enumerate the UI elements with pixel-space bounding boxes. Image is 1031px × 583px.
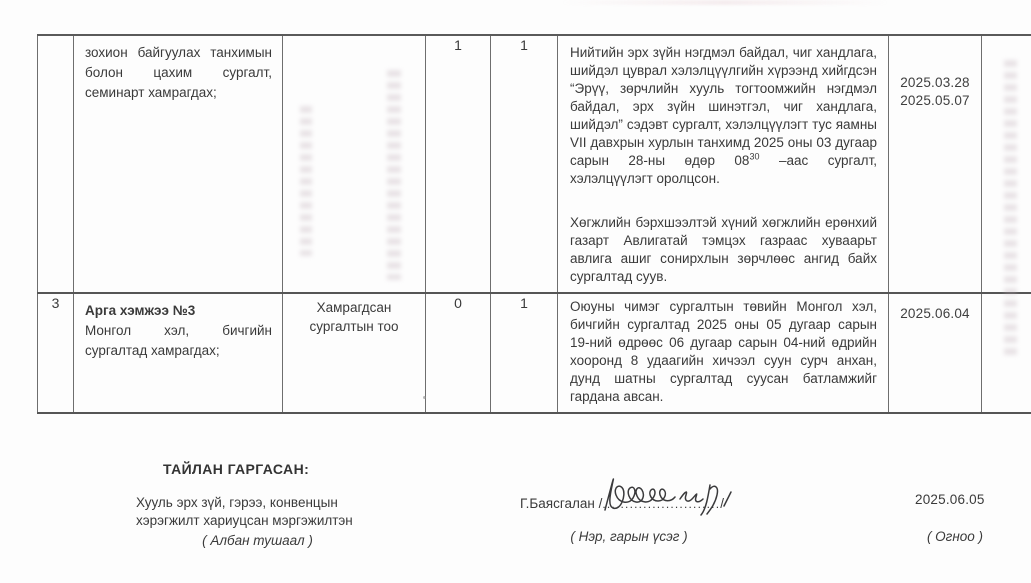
date-value: 2025.06.04	[900, 306, 970, 321]
ink-bleed-through	[387, 70, 401, 280]
cell-activity	[74, 293, 283, 413]
table-row-activity-3	[38, 293, 1031, 413]
cell-result	[558, 35, 889, 293]
activity-title: Арга хэмжээ №3	[85, 303, 196, 318]
position-line-1: Хууль эрх зүй, гэрээ, конвенцын	[136, 495, 338, 510]
result-paragraph-2: Хөгжлийн бэрхшээлтэй хүний хөгжлийн ерөнхий газарт Авлигатай тэмцэх газраас хуваарьт авлига ашиг сонирхлын зөрчлөөс ангид байх сургалтад суув.	[570, 215, 877, 284]
plan-count: 0	[454, 295, 462, 311]
cell-row-number	[38, 35, 74, 293]
ink-bleed-through	[300, 106, 312, 256]
cell-actual-count	[491, 293, 558, 413]
cell-row-number	[38, 293, 74, 413]
position-caption: ( Албан тушаал )	[202, 533, 313, 548]
activity-text: Монгол хэл, бичгийн сургалтад хамрагдах;	[85, 323, 272, 358]
cell-plan-count	[426, 35, 491, 293]
row-number: 3	[51, 295, 60, 311]
cell-plan-count	[426, 293, 491, 413]
handwritten-signature	[598, 464, 750, 518]
position-line-2: хэрэгжилт хариуцсан мэргэжилтэн	[136, 512, 353, 528]
actual-count: 1	[520, 295, 528, 311]
signer-position-block	[136, 494, 379, 550]
plan-count: 1	[454, 37, 462, 53]
report-issued-heading: ТАЙЛАН ГАРГАСАН:	[163, 461, 310, 477]
cell-result	[558, 293, 889, 413]
report-date: 2025.06.05	[915, 492, 985, 507]
cell-activity	[74, 35, 283, 293]
scan-smudge	[560, 0, 890, 5]
result-paragraph-1: Оюуны чимэг сургалтын төвийн Монгол хэл, бичгийн сургалтад 2025 оны 05 дугаар сарын 19-ний өдрөөс 06 дугаар сарын 04-ний өдрийн хооронд 8 удаагийн хичээл суун сурч анхан, дунд шатны сургалтад суусан батламжийг гардана авсан.	[570, 299, 877, 404]
cell-indicator	[283, 35, 426, 293]
table-row-activity-2	[38, 35, 1031, 293]
report-table	[37, 34, 1031, 414]
actual-count: 1	[520, 37, 528, 53]
cell-indicator	[283, 293, 426, 413]
cell-extra	[982, 293, 1031, 413]
result-paragraph-1: Нийтийн эрх зүйн нэгдмэл байдал, чиг хандлага, шийдэл цуврал хэлэлцүүлгийн хүрээнд хийгдсэн “Эрүү, зөрчлийн хууль тогтоомжийн нэгдмэл байдал, эрх зүйн шинэтгэл, чиг хандлага, шийдэл” сэдэвт сургалт, хэлэлцүүлэгт тус яамны VII давхрын хурлын танхимд 2025 оны 03 дугаар сарын 28-ны өдөр $08^{30}$ –аас сургалт, хэлэлцүүлэгт оролцсон.	[570, 45, 878, 186]
slash-open: /	[598, 496, 603, 511]
date-value: 2025.03.28	[900, 75, 970, 90]
activity-text: зохион байгуулах танхимын болон цахим сургалт, семинарт хамрагдах;	[85, 45, 272, 100]
indicator-text: Хамрагдсан сургалтын тоо	[309, 300, 399, 334]
date-value: 2025.05.07	[900, 93, 970, 108]
cell-dates	[889, 35, 982, 293]
scan-speck	[423, 396, 426, 399]
signature-dotted-line: ..........................	[602, 497, 721, 511]
slash-close: /	[720, 496, 725, 511]
cell-actual-count	[491, 35, 558, 293]
cell-extra	[982, 35, 1031, 293]
date-caption: ( Огноо )	[926, 529, 984, 544]
signer-name: Г.Баясгалан	[520, 496, 595, 511]
name-signature-caption: ( Нэр, гарын үсэг )	[570, 529, 688, 544]
cell-dates	[889, 293, 982, 413]
superscript-time: 30	[749, 151, 760, 162]
